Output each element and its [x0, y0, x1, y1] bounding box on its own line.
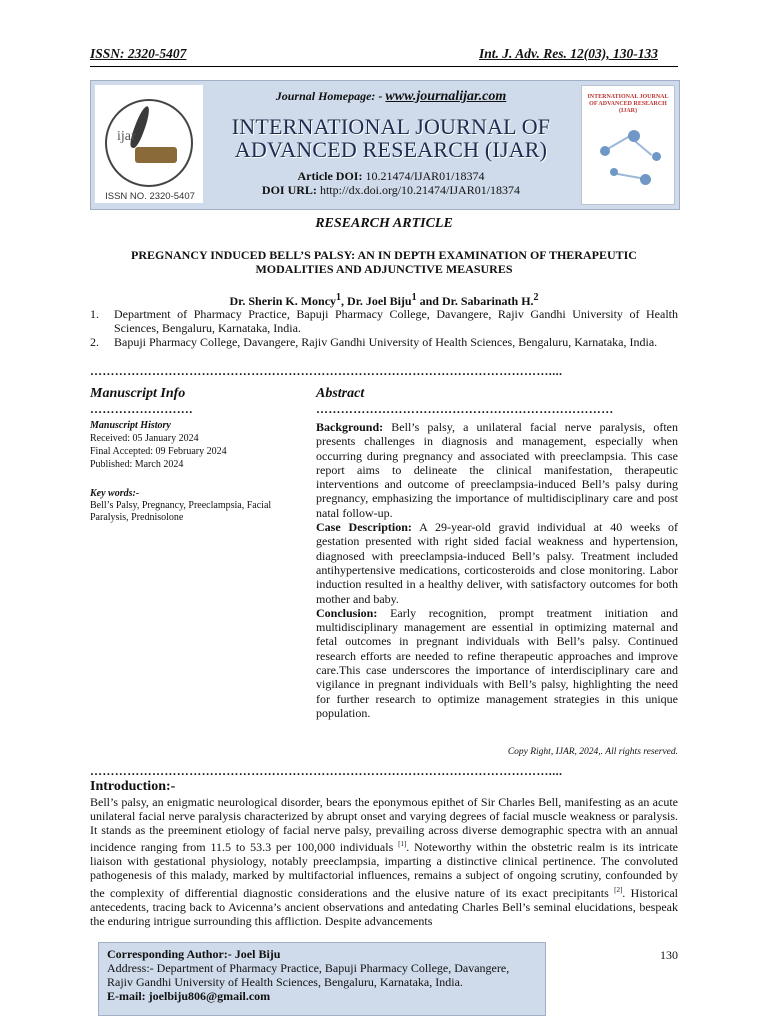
page-number: 130	[660, 948, 678, 962]
citation-ref[interactable]: [1]	[398, 840, 407, 849]
corresponding-address: Address:- Department of Pharmacy Practice, Bapuji Pharmacy College, Davangere, Rajiv Gandhi University of Health Sciences, Bengaluru, Karnataka, India.	[107, 961, 510, 989]
cover-title: INTERNATIONAL JOURNAL OF ADVANCED RESEARCH (IJAR)	[587, 94, 669, 114]
journal-title	[203, 115, 579, 161]
article-type: RESEARCH ARTICLE	[315, 216, 453, 231]
paper-title	[110, 248, 658, 276]
copyright: Copy Right, IJAR, 2024,. All rights reserved.	[507, 747, 678, 757]
author-3: Dr. Sabarinath H.	[441, 294, 534, 308]
header-divider	[90, 66, 678, 67]
journal-title-line2: ADVANCED RESEARCH (IJAR)	[234, 137, 548, 162]
header-issn: ISSN: 2320-5407	[90, 46, 187, 61]
journal-logo	[95, 85, 203, 203]
article-doi[interactable]: 10.21474/IJAR01/18374	[365, 169, 485, 183]
manuscript-history-heading: Manuscript History	[90, 420, 171, 431]
keywords	[90, 488, 290, 524]
abstract-case: Case Description: A 29-year-old gravid individual at 40 weeks of gestation presented with right sided facial weakness and hypertension, diagnosed with preeclampsia-induced Bell’s palsy. Treatment included antihypertensive medications, corticosteroids and close monitoring. Labor induction resulted in a healthy deliver, with satisfactory outcomes for both mother and baby.	[316, 520, 679, 606]
corresponding-email[interactable]: E-mail: joelbiju806@gmail.com	[107, 989, 271, 1003]
molecule-icon	[600, 146, 610, 156]
book-icon	[135, 147, 177, 163]
corresponding-author: Corresponding Author:- Joel Biju	[107, 947, 281, 961]
abstract-background: Background: Bell’s palsy, a unilateral facial nerve paralysis, often presents challenges in diagnosis and management, especially when occurring during pregnancy and associated with preeclampsia. This case report aims to delineate the clinical manifestation, therapeutic interventions and outcome of preeclampsia-induced Bell’s palsy during pregnancy, emphasizing the importance of multidisciplinary care and post natal follow-up.	[316, 420, 679, 520]
abstract-divider: ………………………………………………………………	[316, 402, 614, 416]
paper-title-line1: PREGNANCY INDUCED BELL’S PALSY: AN IN DEPTH EXAMINATION OF THERAPEUTIC	[131, 248, 637, 262]
doi-block	[211, 169, 571, 197]
manuscript-info-divider: …………………….	[90, 402, 193, 416]
journal-cover-image	[581, 85, 675, 205]
affiliation-item: 2. Bapuji Pharmacy College, Davangere, Rajiv Gandhi University of Health Sciences, Bengaluru, Karnataka, India.	[90, 335, 658, 349]
introduction-body: Bell’s palsy, an enigmatic neurological disorder, bears the eponymous epithet of Sir Charles Bell, manifesting as an acute unilateral facial nerve paralysis characterized by abrupt onset and varying degrees of facial muscle weakness or paralysis. It stands as the preeminent etiology of facial nerve palsy, prevailing across diverse demographic spectra with an annual incidence ranging from 11.5 to 53.3 per 100,000 individuals [1]. Noteworthy within the obstetric realm is its intricate liaison with gestational physiology, notably preeclampsia, imparting a distinctive clinical pertinence. The convoluted pathogenesis of this malady, marked by multifactorial influences, remains a subject of ongoing scrutiny, confounded by the complexity of differential diagnostic considerations and the elusive nature of its exact precipitants [2]. Historical antecedents, tracing back to Avicenna’s ancient observations and antedating Charles Bell’s seminal elucidations, bespeak the enduring intrigue surrounding this affliction. Despite advancements	[90, 795, 678, 928]
keywords-list: Bell’s Palsy, Pregnancy, Preeclampsia, Facial Paralysis, Prednisolone	[90, 500, 272, 523]
citation-ref[interactable]: [2]	[614, 885, 623, 894]
abstract-heading: Abstract	[316, 386, 365, 401]
logo-issn: ISSN NO. 2320-5407	[105, 191, 195, 202]
manuscript-history	[90, 419, 290, 471]
homepage-label: Journal Homepage: -	[275, 89, 383, 103]
doi-url-link[interactable]: http://dx.doi.org/10.21474/IJAR01/18374	[319, 183, 521, 197]
journal-banner	[90, 80, 680, 210]
doi-url-label: DOI URL:	[261, 183, 317, 197]
abstract-conclusion: Conclusion: Early recognition, prompt treatment initiation and multidisciplinary management are essential in optimizing maternal and fetal outcomes in pregnant individuals with Bell’s palsy. Continued research efforts are needed to refine therapeutic approaches and improve care.This case underscores the importance of interdisciplinary care and vigilance in pregnant individuals with Bell’s palsy, highlighting the need for further research to optimize management strategies in this unique population.	[316, 605, 678, 720]
accepted-date: Final Accepted: 09 February 2024	[90, 446, 227, 457]
section-divider: …………………………………………………………………………………………………....	[90, 764, 563, 778]
authors: Dr. Sherin K. Moncy$^1$, Dr. Joel Biju$^1$ and Dr. Sabarinath H.$^2$	[229, 292, 539, 308]
manuscript-info-heading: Manuscript Info	[90, 386, 186, 401]
author-1: Dr. Sherin K. Moncy	[229, 294, 337, 308]
keywords-heading: Key words:-	[90, 488, 140, 499]
journal-title-line1: INTERNATIONAL JOURNAL OF	[231, 114, 551, 139]
published-date: Published: March 2024	[90, 459, 184, 470]
section-divider: …………………………………………………………………………………………………....	[90, 364, 563, 378]
article-doi-label: Article DOI:	[297, 169, 363, 183]
received-date: Received: 05 January 2024	[90, 433, 199, 444]
corresponding-author-box	[98, 942, 546, 1016]
introduction-heading: Introduction:-	[90, 779, 176, 794]
header-journal-reference: Int. J. Adv. Res. 12(03), 130-133	[479, 46, 658, 61]
journal-homepage	[211, 89, 571, 105]
logo-text: ijar	[117, 129, 136, 144]
abstract-body	[316, 420, 678, 720]
paper-title-line2: MODALITIES AND ADJUNCTIVE MEASURES	[255, 262, 513, 276]
affiliations	[90, 307, 678, 349]
homepage-link[interactable]: www.journalijar.com	[385, 89, 507, 104]
affiliation-item: 1. Department of Pharmacy Practice, Bapuji Pharmacy College, Davangere, Rajiv Gandhi University of Health Sciences, Bengaluru, Karnataka, India.	[90, 307, 678, 335]
author-2: Dr. Joel Biju	[347, 294, 412, 308]
